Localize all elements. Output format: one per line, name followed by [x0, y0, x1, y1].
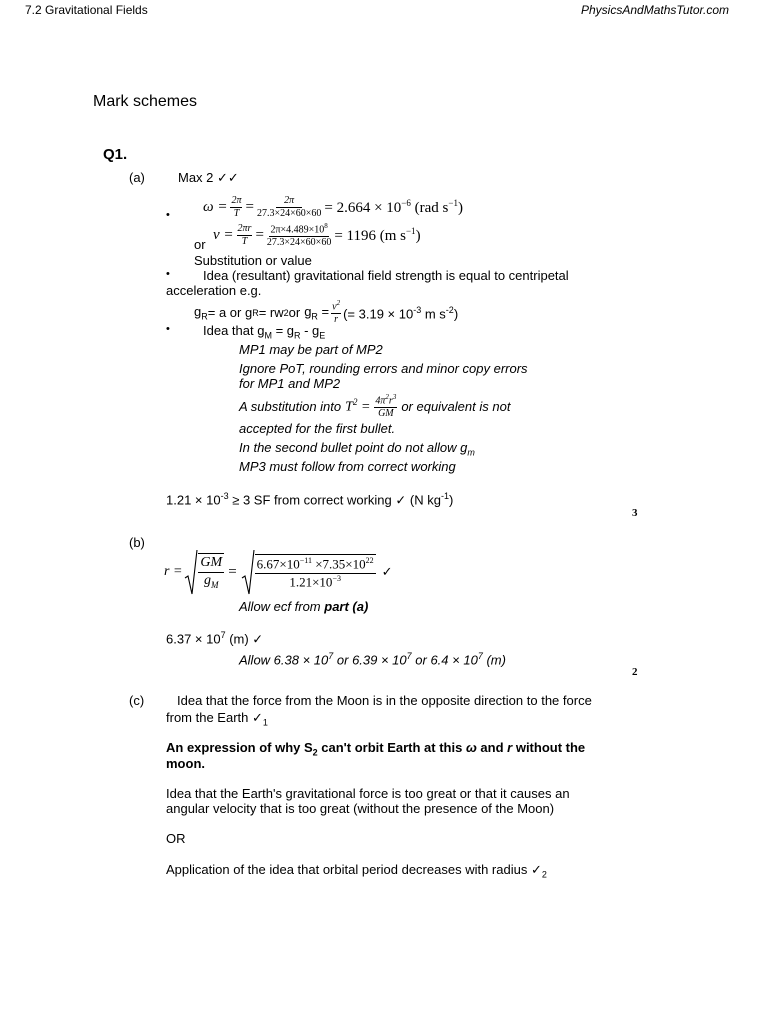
r-equation: r = $\frac{GM}{g_M}$ = $\frac{6.67\times 10^{-11} \times 7.35\times 10^{22}}{1.21\times 10^{-3}}$ ✓	[164, 548, 393, 596]
omega-fraction-1: $\frac{2\pi}{T}$	[231, 195, 242, 219]
page-title: Mark schemes	[93, 93, 198, 110]
note-4: In the second bullet point do not allow $g_m$	[239, 440, 475, 458]
v-equation: v = $\frac{2\pi r}{T}$ = $\frac{2\pi\times 4.489\times 10^8}{27.3\times 24\times 60\times 60}$ = 1196 (m $s^{-1}$)	[213, 222, 421, 249]
part-a-answer: $1.21 \times 10^{-3} \ge 3$ SF from correct working ✓ (N $kg^{-1}$)	[166, 491, 454, 508]
idea-gm-text: Idea that $g_M = g_R - g_E$	[203, 323, 326, 341]
sqrt-sign-1	[184, 548, 198, 596]
part-c-idea-line-1: Idea that the force from the Moon is in the opposite direction to the force	[177, 693, 592, 708]
part-c-application: Application of the idea that orbital period decreases with radius $✓_2$	[166, 862, 547, 880]
question-number: Q1.	[103, 146, 128, 163]
note-5: MP3 must follow from correct working	[239, 459, 456, 474]
note-2b: for MP1 and MP2	[239, 376, 341, 391]
v2-over-r-fraction: $\frac{v^2}{r}$	[332, 299, 341, 326]
part-a-marks: 3	[632, 507, 638, 519]
omega-equation: ω = $\frac{2\pi}{T}$ = $\frac{2\pi}{27.3\times 24\times 60\times 60}$ = $2.664 \times 10^{-6}$ (rad $s^{-1}$)	[203, 195, 463, 219]
bullet-3: •	[166, 323, 170, 335]
header-right: PhysicsAndMathsTutor.com	[581, 3, 730, 17]
gR-equation: $g_R$ = a or g R = rw 2 or $g_R$ = $\frac{v^2}{r}$ (= $3.19 \times 10^{-3}$ m $s^{-2}$)	[194, 299, 459, 326]
part-c-earth-line-2: angular velocity that is too great (without the presence of the Moon)	[166, 801, 555, 816]
v-lhs: v =	[213, 227, 234, 244]
r-lhs: r =	[164, 564, 183, 579]
part-a-max-marks: Max 2 ✓✓	[178, 170, 239, 185]
bullet-2: •	[166, 268, 170, 280]
omega-fraction-2: $\frac{2\pi}{27.3\times 24\times 60\times 60}$	[256, 195, 322, 219]
sqrt-sign-2	[241, 548, 255, 596]
substitution-text: Substitution or value	[194, 253, 312, 268]
part-c-bold-line-1: An expression of why $S_2$ can't orbit Earth at this ω and r without the	[166, 740, 586, 758]
idea-line-1: Idea (resultant) gravitational field strength is equal to centripetal	[203, 268, 569, 283]
part-c-idea-line-2: from the Earth $✓_1$	[166, 710, 268, 728]
part-b-label: (b)	[129, 535, 145, 550]
bullet-1: •	[166, 209, 170, 221]
note-2a: Ignore PoT, rounding errors and minor copy errors	[239, 361, 528, 376]
note-1: MP1 may be part of MP2	[239, 342, 383, 357]
gm-over-g-fraction: $\frac{GM}{g_M}$	[200, 554, 223, 590]
omega-result: = $2.664 \times 10^{-6}$ (rad $s^{-1}$)	[324, 198, 463, 216]
note-3: A substitution into $T^2$ = $\frac{4\pi^2r^3}{GM}$ or equivalent is not	[239, 393, 511, 420]
part-c-earth-line-1: Idea that the Earth's gravitational force is too great or that it causes an	[166, 786, 570, 801]
part-b-marks: 2	[632, 666, 638, 678]
v-result: = 1196 (m $s^{-1}$)	[334, 226, 421, 245]
v-fraction-2: $\frac{2\pi\times 4.489\times 10^8}{27.3\times 24\times 60\times 60}$	[266, 222, 332, 249]
kepler-fraction: $\frac{4\pi^2r^3}{GM}$	[375, 393, 397, 420]
part-c-label: (c)	[129, 693, 145, 708]
v-fraction-1: $\frac{2\pi r}{T}$	[237, 223, 252, 248]
part-b-allow: Allow $6.38 \times 10^7$ or $6.39 \times 10^7$ or $6.4 \times 10^7$ (m)	[239, 651, 506, 668]
allow-ecf: Allow ecf from part (a)	[239, 599, 369, 614]
idea-line-2: acceleration e.g.	[166, 283, 262, 298]
part-a-label: (a)	[129, 170, 145, 185]
header-left: 7.2 Gravitational Fields	[25, 3, 148, 17]
omega-lhs: ω =	[203, 199, 228, 215]
part-c-bold-line-2: moon.	[166, 756, 205, 771]
part-b-tick: ✓	[381, 564, 393, 579]
or-word-1: or	[194, 237, 206, 252]
note-3b: accepted for the first bullet.	[239, 421, 396, 436]
part-c-or: OR	[166, 831, 186, 846]
part-b-answer: $6.37 \times 10^7$ (m) ✓	[166, 630, 264, 647]
numeric-fraction: $\frac{6.67\times 10^{-11} \times 7.35\times 10^{22}}{1.21\times 10^{-3}}$	[256, 556, 374, 589]
